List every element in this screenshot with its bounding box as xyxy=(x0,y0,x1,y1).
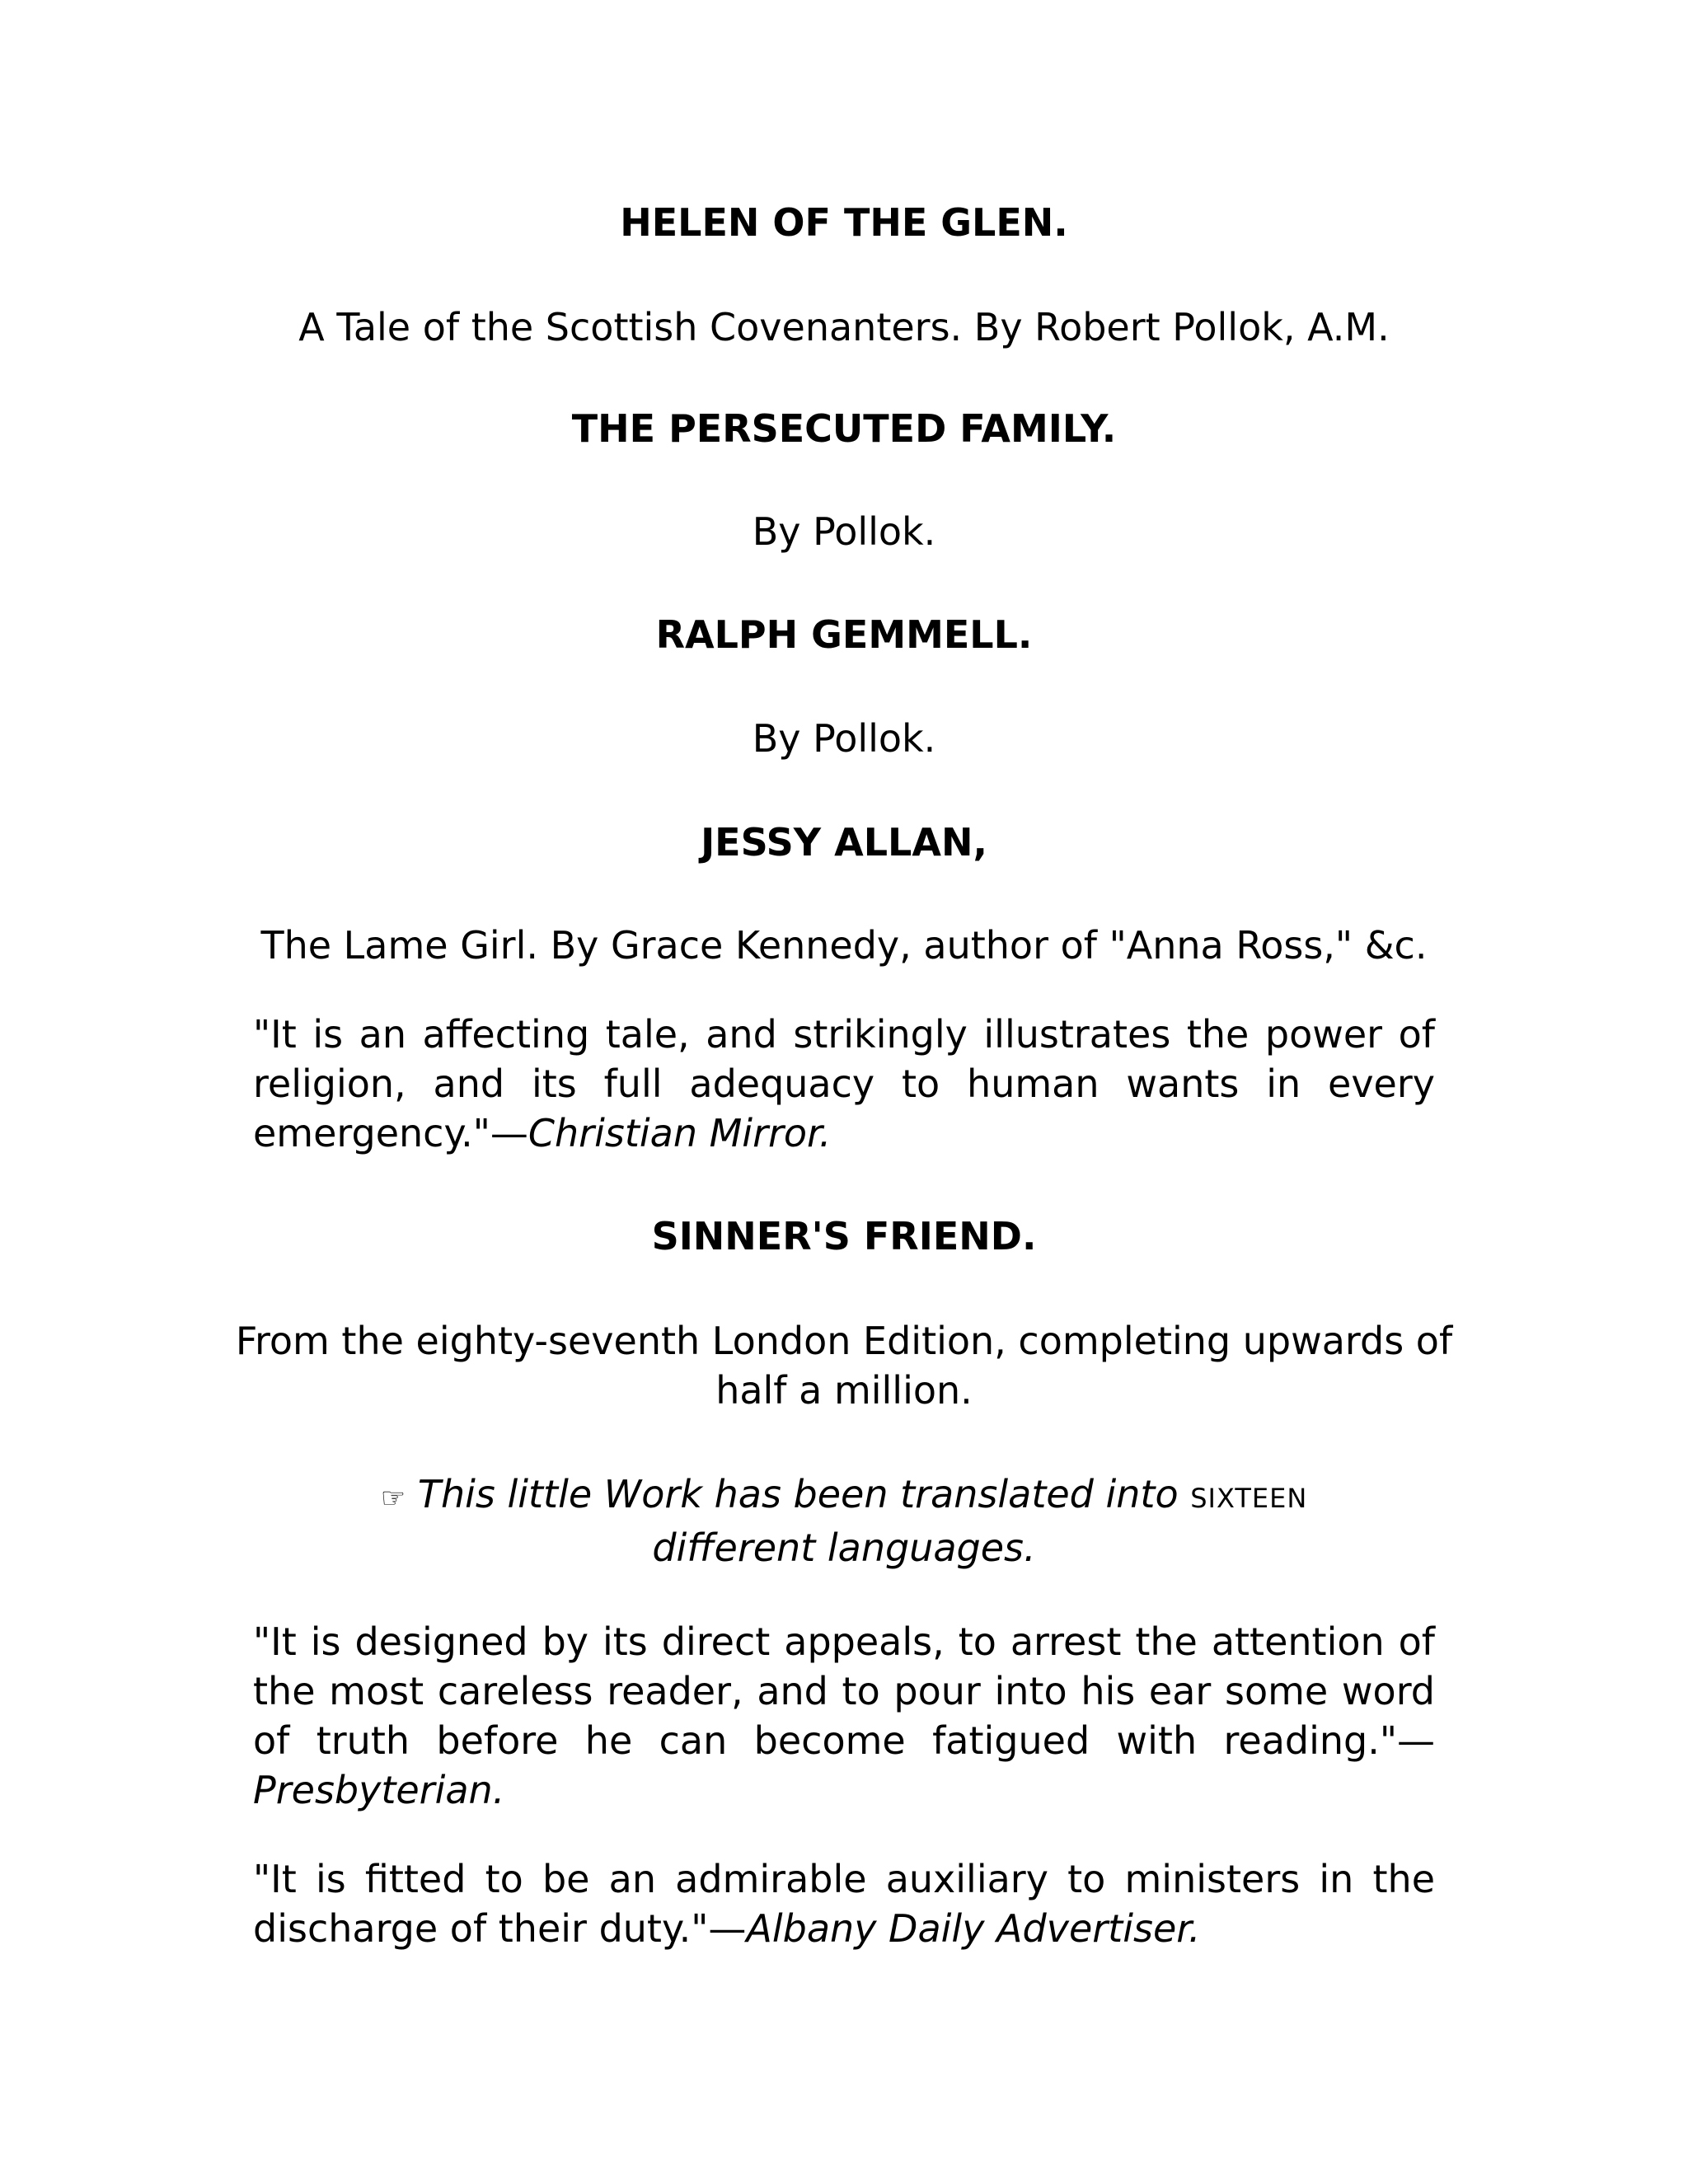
title-helen-of-the-glen: HELEN OF THE GLEN. xyxy=(620,200,1068,245)
title-jessy-allan: JESSY ALLAN, xyxy=(701,820,987,865)
title-ralph-gemmell: RALPH GEMMELL. xyxy=(655,612,1033,657)
review-source: Albany Daily Advertiser. xyxy=(746,1906,1201,1951)
translation-note xyxy=(305,1469,1383,1572)
review-text: "It is an affecting tale, and strikingly illustrates the power of religion, and its full adequacy to human wants in every emergency."— xyxy=(253,1012,1435,1155)
note-part2: different languages. xyxy=(652,1526,1036,1570)
title-sinners-friend: SINNER'S FRIEND. xyxy=(651,1214,1037,1258)
note-part1: This little Work has been translated into xyxy=(417,1472,1179,1516)
review-albany-daily-advertiser xyxy=(253,1854,1435,1953)
note-caps: SIXTEEN xyxy=(1190,1483,1308,1514)
desc-helen-of-the-glen: A Tale of the Scottish Covenanters. By Robert Pollok, A.M. xyxy=(298,305,1390,349)
desc-sinners-friend: From the eighty-seventh London Edition, completing upwards of half a million. xyxy=(235,1319,1453,1413)
review-text: "It is fitted to be an admirable auxiliary to ministers in the discharge of their duty."— xyxy=(253,1857,1435,1951)
desc-persecuted-family: By Pollok. xyxy=(752,509,936,554)
review-jessy-allan xyxy=(253,1010,1435,1158)
desc-ralph-gemmell: By Pollok. xyxy=(752,716,936,761)
review-source: Presbyterian. xyxy=(253,1768,505,1812)
review-source: Christian Mirror. xyxy=(528,1111,832,1155)
desc-jessy-allan: The Lame Girl. By Grace Kennedy, author of "Anna Ross," &c. xyxy=(260,923,1428,968)
title-persecuted-family: THE PERSECUTED FAMILY. xyxy=(571,406,1117,451)
review-text: "It is designed by its direct appeals, to arrest the attention of the most careless reader, and to pour into his ear some word of truth before he can become fatigued with reading."— xyxy=(253,1619,1435,1763)
pointing-hand-icon: ☞ xyxy=(380,1482,406,1515)
review-presbyterian xyxy=(253,1617,1435,1815)
